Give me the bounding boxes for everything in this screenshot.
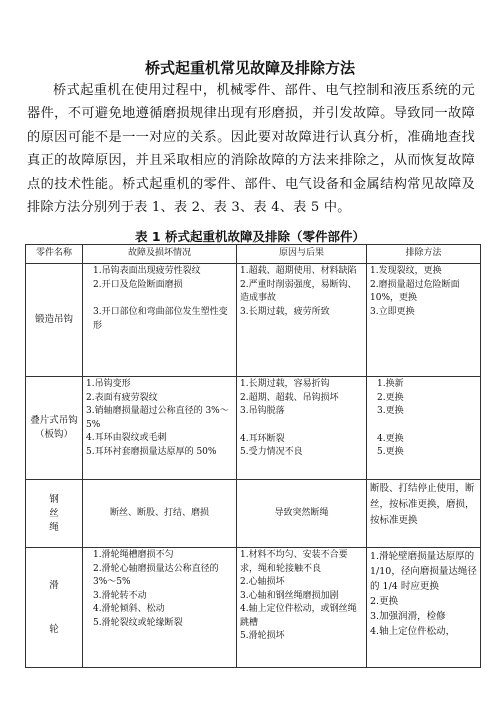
fix-cell: 断股、打结停止使用，断丝，按标准更换，磨损，按标准更换 [367, 480, 481, 548]
fix-cell: 1.换新 2.更换 3.更换 4.更换 5.更换 [367, 377, 481, 480]
page-title: 桥式起重机常见故障及排除方法 [144, 59, 355, 77]
table-row [26, 377, 481, 480]
part-cell: 滑 轮 [26, 548, 83, 668]
table-header-row [26, 245, 481, 264]
fault-cell: 1.吊钩变形 2.表面有疲劳裂纹 3.销轴磨损量超过公称直径的 3%～5% 4.耳环由裂纹或毛刺 5.耳环衬套磨损量达原厚的 50% [83, 377, 237, 480]
fault-table [25, 244, 481, 668]
cause-cell: 1.长期过载，容易折钩 2.超期、超载、吊钩损坏 3.吊钩脱落 4.耳环断裂 5.受力情况不良 [237, 377, 367, 480]
cause-cell: 1.超载、超期使用、材料缺陷 2.严重时削弱强度，易断钩、造成事故 3.长期过载，疲劳所致 [237, 264, 367, 377]
table-row [26, 480, 481, 548]
table-row [26, 264, 481, 377]
part-cell: 锻造吊钩 [26, 264, 83, 377]
intro-paragraph: 桥式起重机在使用过程中，机械零件、部件、电气控制和液压系统的元器件，不可避免地遵循磨损规律出现有形磨损，并引发故障。导致同一故障的原因可能不是一一对应的关系。因此要对故障进行认真分析，准确地查找真正的故障原因，并且采取相应的消除故障的方法来排除之，从而恢复故障点的技术性能。桥式起重机的零件、部件、电气设备和金属结构常见故障及排除方法分别列于表 1、表 2、表 3、表 4、表 5 中。 [27, 83, 475, 216]
table-row [26, 548, 481, 668]
header-fault: 故障及损坏情况 [83, 245, 237, 264]
fault-cell: 1.滑轮绳槽磨损不匀 2.滑轮心轴磨损量达公称直径的 3%～5% 3.滑轮转不动 4.滑轮倾斜、松动 5.滑轮裂纹或轮缘断裂 [83, 548, 237, 668]
fault-cell: 断丝、断股、打结、磨损 [83, 480, 237, 548]
fix-cell: 1.发现裂纹，更换 2.磨损量超过危险断面 10%，更换 3.立即更换 [367, 264, 481, 377]
cause-cell: 1.材料不均匀、安装不合要求，绳和轮接触不良 2.心轴损坏 3.心轴和钢丝绳磨损加剧 4.轴上定位件松动，或钢丝绳跳槽 5.滑轮损坏 [237, 548, 367, 668]
header-part: 零件名称 [26, 245, 83, 264]
part-cell: 钢 丝 绳 [26, 480, 83, 548]
header-fix: 排除方法 [367, 245, 481, 264]
table-caption: 表 1 桥式起重机故障及排除（零件部件） [135, 229, 365, 244]
cause-cell: 导致突然断绳 [237, 480, 367, 548]
header-cause: 原因与后果 [237, 245, 367, 264]
part-cell: 叠片式吊钩 （板钩） [26, 377, 83, 480]
fix-cell: 1.滑轮壁磨损量达原厚的 1/10，径向磨损量达绳径的 1/4 时应更换 2.更换 3.加强润滑，检修 4.轴上定位件松动， [367, 548, 481, 668]
fault-cell: 1.吊钩表面出现疲劳性裂纹 2.开口及危险断面磨损 3.开口部位和弯曲部位发生塑性变形 [83, 264, 237, 377]
